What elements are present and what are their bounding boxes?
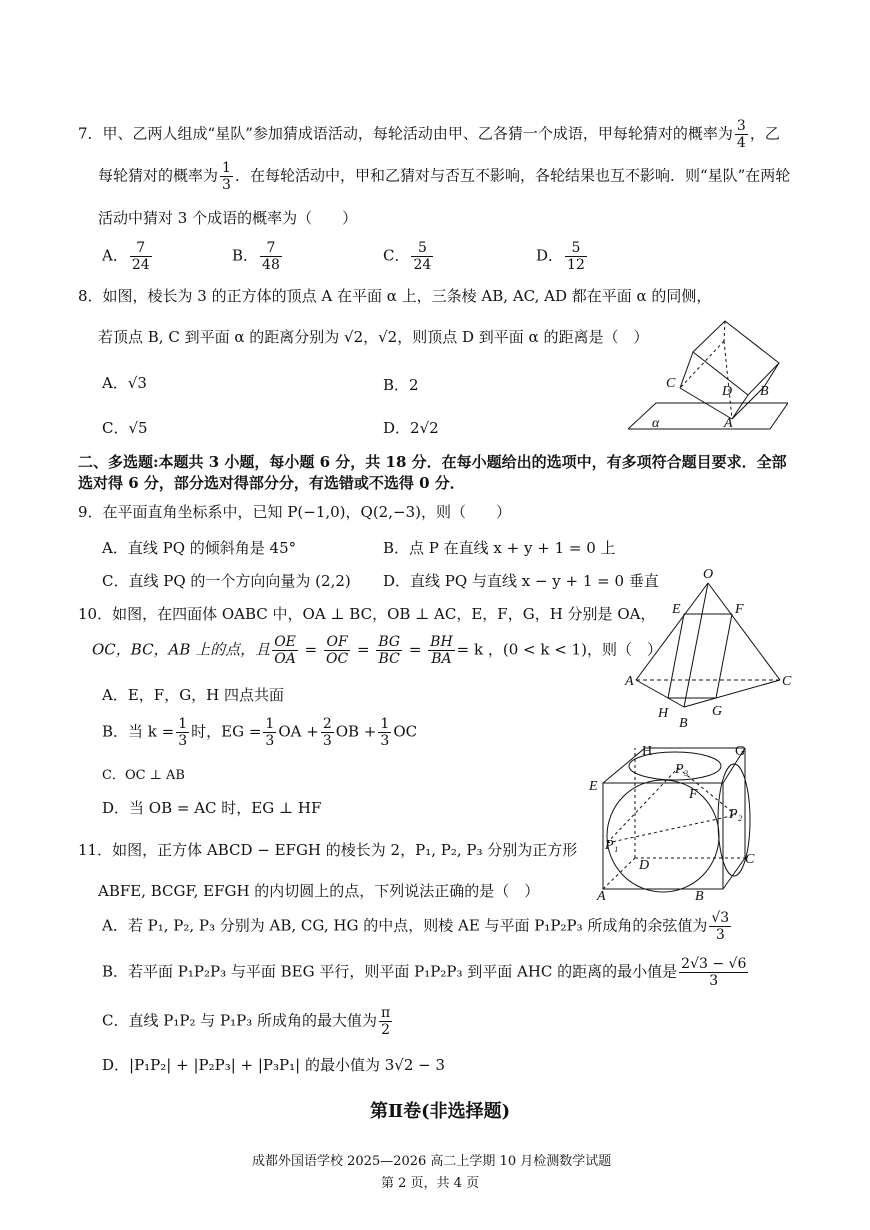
q10-option-b-c2 (321, 716, 334, 749)
q7-line2 (98, 160, 790, 193)
q10-option-b-v3: OC (393, 722, 418, 741)
q7-line1 (78, 118, 780, 151)
q11-label-e: E (589, 779, 598, 794)
q10-option-b-c1-num: 1 (265, 716, 275, 732)
q11-option-a-den: 3 (715, 927, 725, 943)
q10-ratio-1-num: OE (274, 634, 296, 650)
q7-option-b-den: 48 (262, 257, 280, 273)
q11-label-p3: P₃ (675, 762, 689, 777)
q10-ratio-bg-bc (376, 634, 402, 667)
q7-p2-num: 1 (222, 160, 231, 176)
q11-label-d: D (639, 858, 650, 873)
q11-label-a: A (597, 889, 606, 903)
q11-option-d[interactable]: D．|P₁P₂| + |P₂P₃| + |P₃P₁| 的最小值为 3√2 − 3 (102, 1056, 446, 1074)
q8-label-c: C (666, 376, 676, 391)
q10-ratio-2-num: OF (324, 634, 350, 651)
q10-option-b-k-num: 1 (178, 716, 188, 732)
q10-option-b-c3-num: 1 (380, 716, 390, 732)
q10-label-e: E (672, 602, 681, 617)
q7-p1-den: 4 (736, 135, 746, 151)
q8-option-d[interactable]: D．2√2 (383, 419, 439, 437)
q10-ratio-2-den: OC (326, 651, 349, 667)
q11-option-a-num: √3 (711, 910, 730, 926)
q10-option-b-k (176, 716, 189, 749)
q10-label-g: G (712, 704, 723, 719)
q7-option-b-label: B． (232, 246, 259, 265)
q7-text-a: 7．甲、乙两人组成“星队”参加猜成语活动，每轮活动由甲、乙各猜一个成语，甲每轮猜对的概率为 (78, 124, 733, 143)
q10-option-d[interactable]: D．当 OB = AC 时，EG ⊥ HF (102, 799, 322, 817)
q11-label-g: G (735, 744, 746, 759)
q11-option-c-text: C．直线 P₁P₂ 与 P₁P₃ 所成角的最大值为 (102, 1011, 377, 1030)
q10-option-b-c1 (263, 716, 276, 749)
section2-line1: 二、多选题:本题共 3 小题，每小题 6 分，共 18 分．在每小题给出的选项中，有多项符合题目要求．全部 (78, 453, 787, 471)
q11-label-f: F (689, 787, 698, 802)
q10-label-c: C (782, 674, 792, 689)
q7-line3: 活动中猜对 3 个成语的概率为（ ） (98, 209, 358, 227)
q8-option-c[interactable]: C．√5 (102, 419, 148, 437)
q10-option-b-v2: OB + (335, 722, 377, 741)
q10-line2-tail: = k ，(0 < k < 1)，则（ ） (456, 640, 662, 659)
q10-ratio-3-den: BC (378, 651, 400, 667)
q10-label-a: A (625, 674, 634, 689)
q8-option-b[interactable]: B．2 (383, 376, 419, 394)
q11-cube-figure (585, 738, 765, 903)
q11-label-h: H (642, 744, 653, 759)
q8-label-b: B (760, 384, 769, 399)
q11-option-b-den: 3 (709, 973, 719, 989)
q11-label-p2: P₂ (729, 807, 743, 822)
q9-option-b[interactable]: B．点 P 在直线 x + y + 1 = 0 上 (383, 539, 616, 557)
q7-option-c[interactable] (383, 240, 435, 273)
q11-option-b-fraction (679, 956, 748, 989)
q8-option-a[interactable]: A．√3 (102, 374, 147, 392)
section2-line2: 选对得 6 分，部分选对得部分分，有选错或不选得 0 分． (78, 474, 465, 492)
q10-option-b-c2-num: 2 (322, 716, 332, 732)
q11-option-a-text: A．若 P₁, P₂, P₃ 分别为 AB, CG, HG 的中点，则棱 AE 与平面 P₁P₂P₃ 所成角的余弦值为 (102, 916, 708, 935)
q10-ratio-3-num: BG (378, 634, 401, 650)
q10-ratio-4-num: BH (430, 634, 453, 650)
footer-title: 成都外国语学校 2025—2026 高二上学期 10 月检测数学试题 (252, 1154, 612, 1169)
q10-tetrahedron-figure (622, 565, 802, 730)
section-title: 第Ⅱ卷(非选择题) (370, 1101, 511, 1122)
q10-option-c[interactable]: C．OC ⊥ AB (102, 768, 185, 783)
q8-label-alpha: α (652, 416, 660, 431)
q7-option-c-num: 5 (411, 240, 433, 257)
q7-option-a[interactable] (102, 240, 154, 273)
q11-option-c-fraction (379, 1005, 392, 1038)
q7-fraction-p1 (735, 118, 748, 151)
q7-fraction-p2 (220, 160, 233, 193)
q10-line2: OC，BC，AB 上的点，且 $\frac{OE}{OA}$ = $\frac{OF}{OC}$ = $\frac{BG}{BC}$ = $\frac{BH}{BA}$ = k ，(0 < k < 1)，则（ ） (92, 634, 662, 667)
footer-page-number: 第 2 页，共 4 页 (381, 1176, 480, 1191)
q11-option-a[interactable] (102, 910, 733, 943)
q9-line1: 9．在平面直角坐标系中，已知 P(−1,0)，Q(2,−3)，则（ ） (78, 503, 511, 521)
q10-ratio-bh-ba (428, 634, 455, 667)
q10-ratio-oe-oa (272, 634, 298, 667)
q7-option-a-den: 24 (131, 257, 150, 273)
q7-option-a-label: A． (102, 246, 128, 265)
q11-option-b[interactable] (102, 956, 750, 989)
q7-p2-den: 3 (222, 177, 231, 193)
q10-option-b-v1: OA + (278, 722, 319, 741)
q10-option-a[interactable]: A．E，F，G，H 四点共面 (102, 686, 285, 704)
q7-text-d: ．在每轮活动中，甲和乙猜对与否互不影响，各轮结果也互不影响．则“星队”在两轮 (234, 166, 791, 185)
q11-option-c-den: 2 (381, 1022, 391, 1038)
q8-label-a: A (724, 416, 733, 431)
q11-line2: ABFE, BCGF, EFGH 的内切圆上的点，下列说法正确的是（ ） (98, 882, 540, 900)
q11-label-b: B (695, 889, 704, 903)
q10-ratio-4-den: BA (431, 651, 452, 667)
q10-option-b-c1-den: 3 (265, 733, 275, 749)
q10-label-h: H (658, 706, 669, 721)
q7-option-b-fraction (260, 240, 282, 273)
q7-option-d-num: 5 (565, 240, 587, 257)
q9-option-a[interactable]: A．直线 PQ 的倾斜角是 45° (102, 539, 297, 557)
q7-option-d-label: D． (536, 246, 564, 265)
q11-option-a-fraction (709, 910, 731, 943)
q10-ratio-of-oc (324, 634, 350, 667)
q7-option-b[interactable] (232, 240, 284, 273)
q10-ratio-1-den: OA (274, 651, 296, 667)
q8-line1: 8．如图，棱长为 3 的正方体的顶点 A 在平面 α 上，三条棱 AB, AC, AD 都在平面 α 的同侧， (78, 287, 712, 305)
q10-label-f: F (735, 602, 744, 617)
q7-option-d-fraction (565, 240, 587, 273)
q10-option-b-eg: 时，EG = (191, 722, 262, 741)
q7-text-b: ，乙 (749, 124, 780, 143)
q7-option-d-den: 12 (567, 257, 585, 273)
q7-option-b-num: 7 (260, 240, 282, 257)
q11-line1: 11．如图，正方体 ABCD − EFGH 的棱长为 2，P₁, P₂, P₃ 分别为正方形 (78, 841, 578, 859)
q8-line2: 若顶点 B, C 到平面 α 的距离分别为 √2，√2，则顶点 D 到平面 α 的距离是（ ） (98, 328, 649, 346)
q10-option-b-c3-den: 3 (380, 733, 390, 749)
q7-option-a-fraction (130, 240, 152, 273)
q9-option-c[interactable]: C．直线 PQ 的一个方向向量为 (2,2) (102, 572, 351, 590)
q10-option-b-text: B．当 k = (102, 722, 175, 741)
q7-text-c: 每轮猜对的概率为 (98, 166, 219, 185)
q10-label-o: O (703, 567, 714, 582)
q10-option-b-c2-den: 3 (322, 733, 332, 749)
q7-option-c-den: 24 (413, 257, 432, 273)
q7-p1-num: 3 (736, 118, 746, 134)
q7-option-d[interactable] (536, 240, 589, 273)
q8-label-d: D (722, 384, 733, 399)
q8-cube-figure (628, 315, 788, 435)
q9-option-d[interactable]: D．直线 PQ 与直线 x − y + 1 = 0 垂直 (383, 572, 659, 590)
q10-line2-text: OC，BC，AB 上的点，且 (92, 640, 271, 659)
q11-option-b-num: 2√3 − √6 (681, 956, 747, 972)
q11-label-p1: P₁ (605, 838, 619, 853)
q7-option-c-fraction (411, 240, 433, 273)
q10-label-b: B (679, 716, 688, 730)
q11-label-c: C (745, 852, 755, 867)
q10-option-b-c3 (378, 716, 391, 749)
q11-option-c[interactable] (102, 1005, 394, 1038)
q10-line1: 10．如图，在四面体 OABC 中，OA ⊥ BC，OB ⊥ AC，E，F，G，H 分别是 OA， (78, 605, 656, 623)
q10-option-b[interactable] (102, 716, 417, 749)
q11-option-b-text: B．若平面 P₁P₂P₃ 与平面 BEG 平行，则平面 P₁P₂P₃ 到平面 AHC 的距离的最小值是 (102, 962, 678, 981)
q7-option-c-label: C． (383, 246, 410, 265)
q7-option-a-num: 7 (130, 240, 152, 257)
q11-option-c-num: π (380, 1005, 391, 1021)
q10-option-b-k-den: 3 (178, 733, 188, 749)
